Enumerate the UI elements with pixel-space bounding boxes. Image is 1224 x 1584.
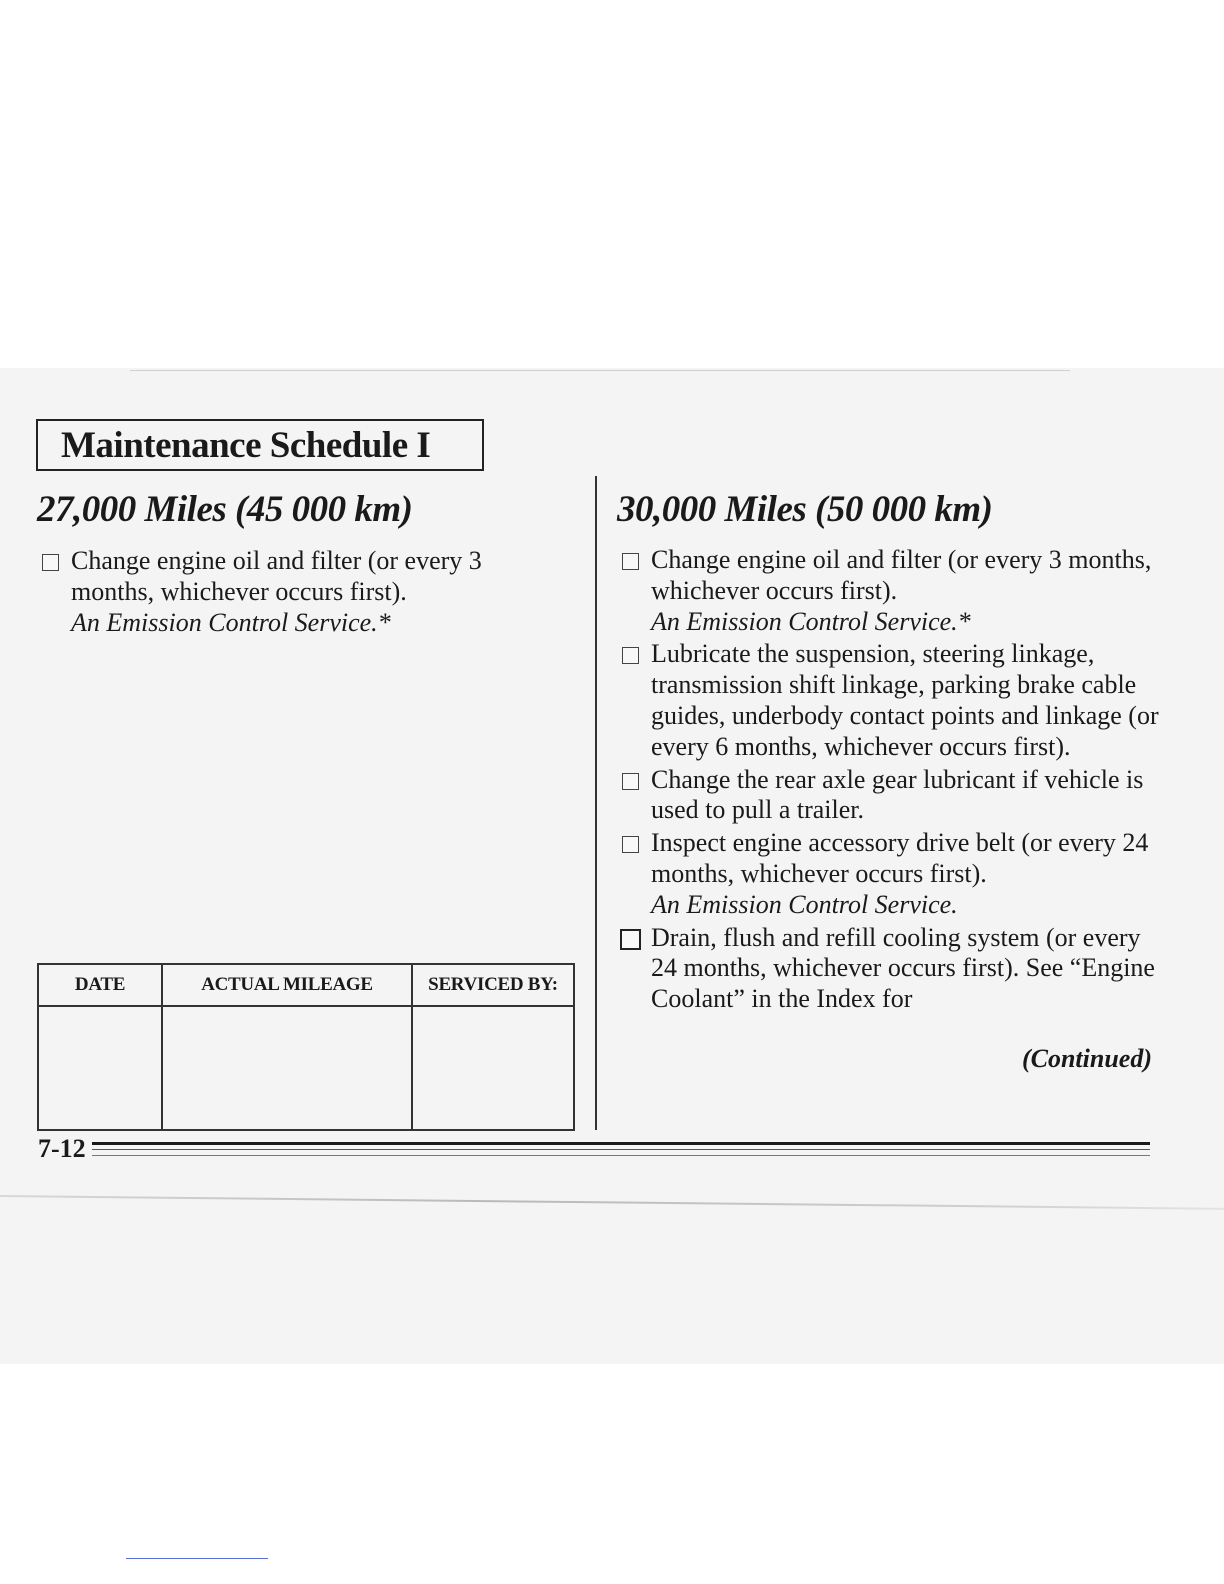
- right-checklist: [617, 545, 1162, 1015]
- link-underline[interactable]: [126, 1558, 268, 1559]
- item-text: Inspect engine accessory drive belt (or every 24 months, whichever occurs first).: [651, 828, 1149, 888]
- footer-rule: [92, 1142, 1150, 1145]
- page-title: Maintenance Schedule I: [61, 424, 431, 466]
- left-column-heading: 27,000 Miles (45 000 km): [37, 489, 413, 530]
- checklist-item: [617, 828, 1162, 920]
- item-note: An Emission Control Service.: [651, 889, 958, 919]
- scan-edge-top: [130, 370, 1070, 371]
- footer-rule-thin: [92, 1149, 1150, 1150]
- item-text: Change the rear axle gear lubricant if vehicle is used to pull a trailer.: [651, 764, 1144, 825]
- actual-mileage-cell[interactable]: [162, 1006, 412, 1130]
- item-note: An Emission Control Service.*: [71, 607, 391, 637]
- continued-label: (Continued): [1021, 1044, 1152, 1073]
- checkbox-icon[interactable]: [42, 554, 59, 571]
- checkbox-icon[interactable]: [622, 773, 639, 790]
- page-number: 7-12: [38, 1134, 86, 1163]
- table-header-row: [38, 964, 574, 1006]
- checklist-item: [617, 923, 1162, 1015]
- checklist-item: [37, 546, 557, 638]
- checkbox-icon[interactable]: [622, 836, 639, 853]
- right-column-heading: 30,000 Miles (50 000 km): [617, 489, 993, 530]
- serviced-by-cell[interactable]: [412, 1006, 574, 1130]
- serviced-by-header: SERVICED BY:: [412, 964, 574, 1006]
- item-text: Change engine oil and filter (or every 3 months, whichever occurs first).: [71, 546, 482, 606]
- column-divider: [595, 476, 597, 1130]
- title-box: [36, 419, 484, 471]
- checkbox-icon[interactable]: [622, 553, 639, 570]
- date-cell[interactable]: [38, 1006, 162, 1130]
- checklist-item: [617, 545, 1162, 637]
- checkbox-icon[interactable]: [620, 929, 641, 950]
- date-header: DATE: [38, 964, 162, 1006]
- footer-rule-thin: [92, 1155, 1150, 1156]
- actual-mileage-header: ACTUAL MILEAGE: [162, 964, 412, 1006]
- item-text: Drain, flush and refill cooling system (or every 24 months, whichever occurs first). See “Engine Coolant” in the Index for: [651, 922, 1155, 1014]
- checklist-item: [617, 765, 1162, 827]
- service-log-table: [37, 963, 575, 1131]
- left-checklist: [37, 546, 557, 638]
- item-text: Lubricate the suspension, steering linkage, transmission shift linkage, parking brake cable guides, underbody contact points and linkage (or every 6 months, whichever occurs first).: [651, 639, 1159, 761]
- checklist-item: [617, 639, 1162, 762]
- item-text: Change engine oil and filter (or every 3 months, whichever occurs first).: [651, 545, 1152, 605]
- item-note: An Emission Control Service.*: [651, 606, 971, 636]
- table-row: [38, 1006, 574, 1130]
- checkbox-icon[interactable]: [622, 647, 639, 664]
